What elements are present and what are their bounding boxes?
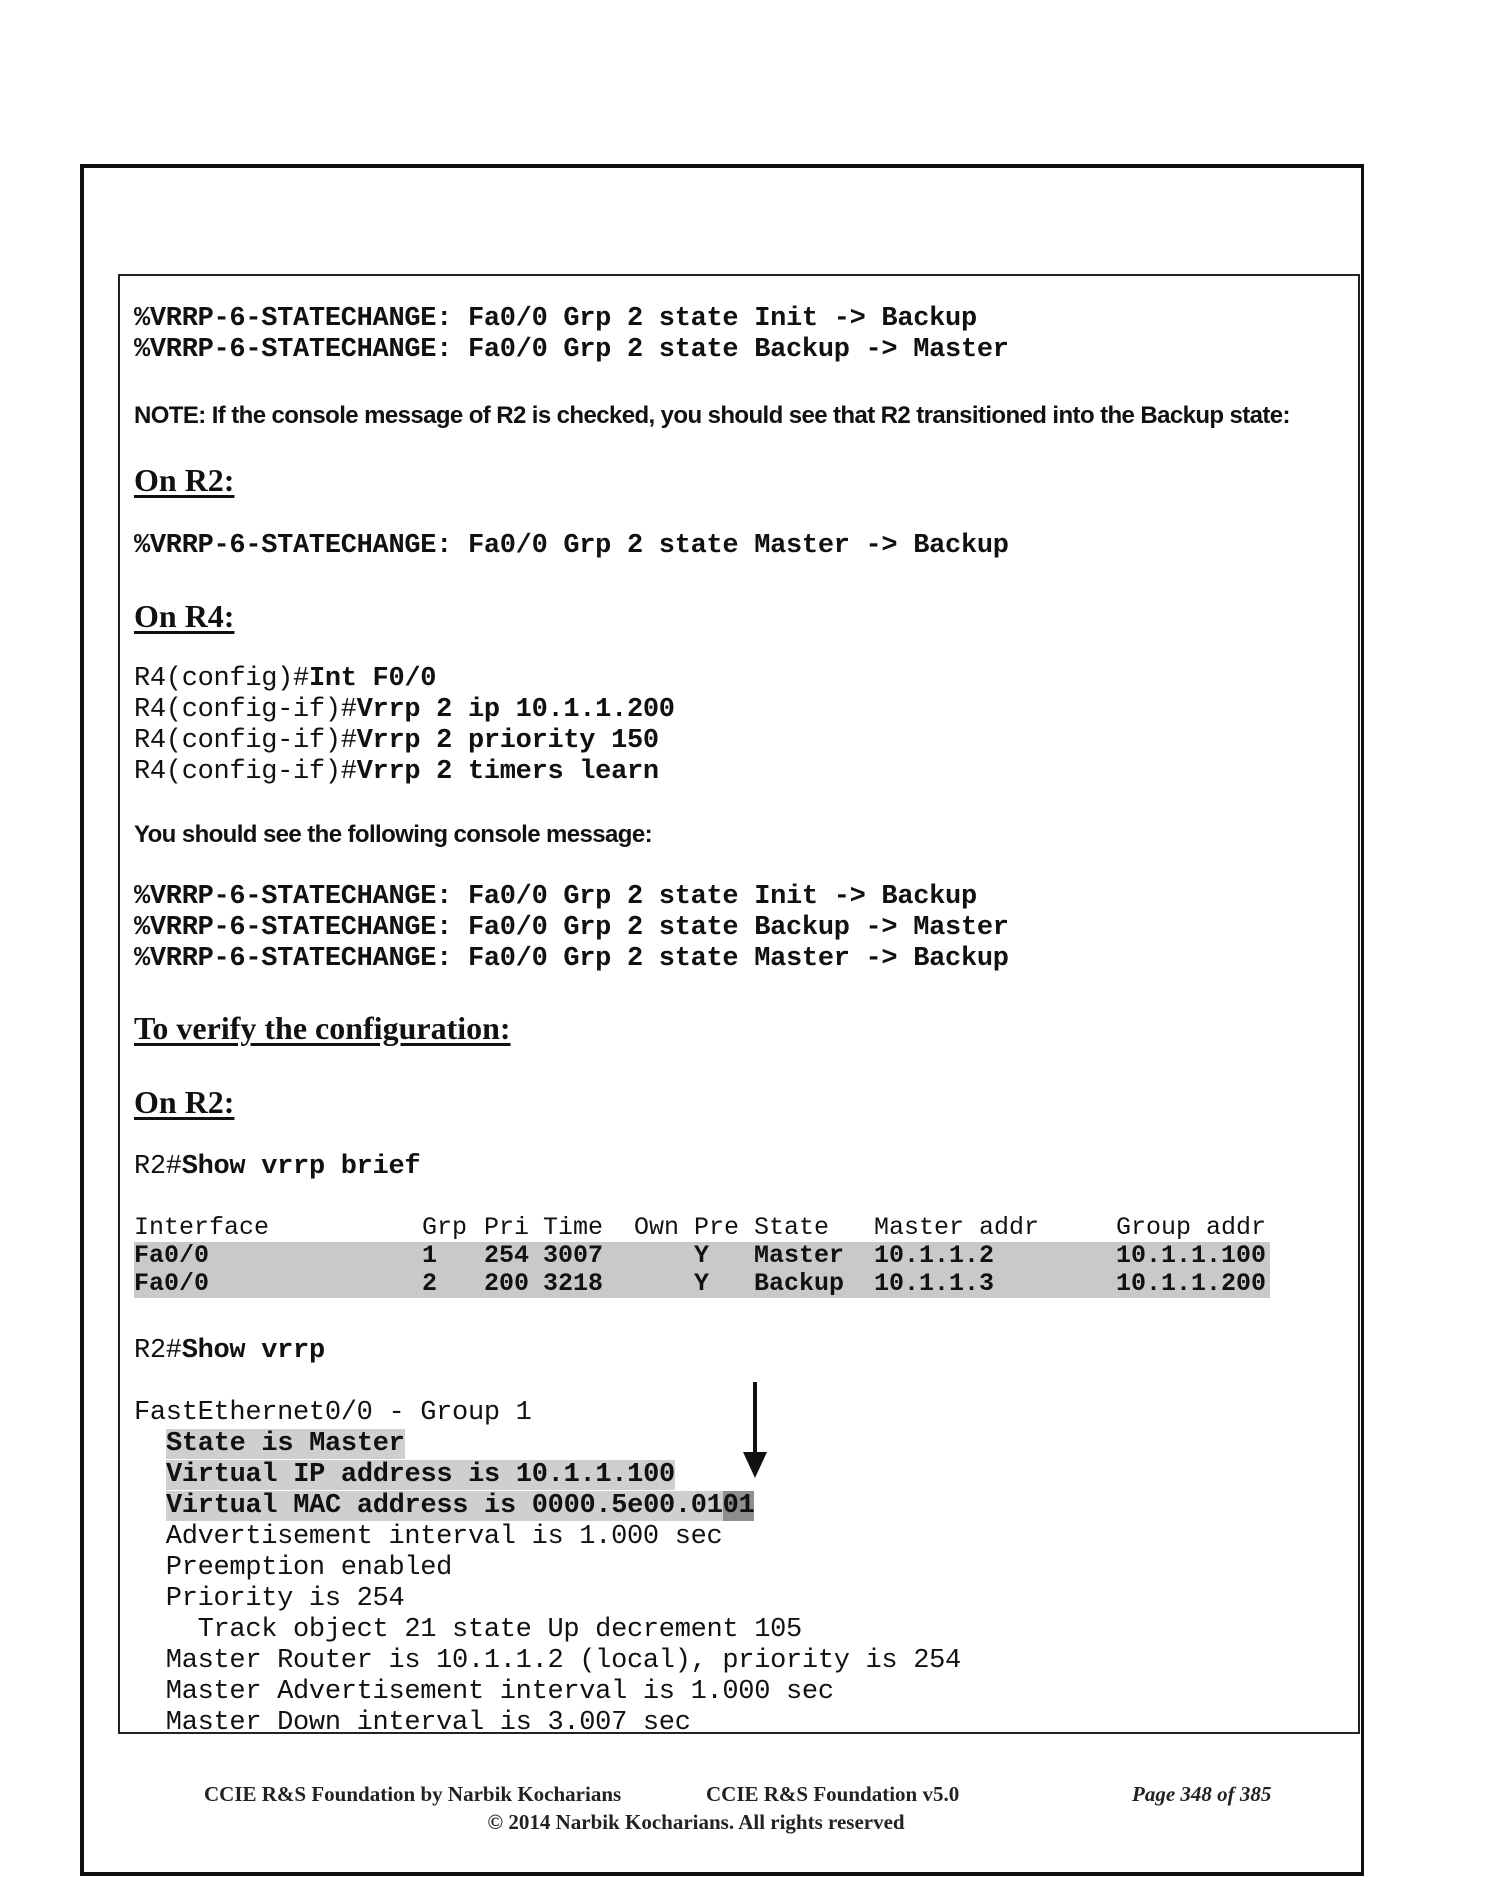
vrrp-group-line: FastEthernet0/0 - Group 1	[134, 1398, 532, 1428]
col-header: Group addr	[1116, 1213, 1267, 1242]
config-line	[134, 664, 436, 695]
col-header: Pre	[694, 1213, 740, 1242]
cell: 10.1.1.2	[874, 1241, 995, 1270]
col-header: Time	[543, 1213, 604, 1242]
cell: Fa0/0	[134, 1269, 210, 1298]
cell: Y	[694, 1241, 710, 1270]
mac-suffix-highlight: 01	[722, 1491, 755, 1521]
config-command: Vrrp 2 priority 150	[356, 726, 659, 756]
vrrp-detail-line: Advertisement interval is 1.000 sec	[134, 1522, 723, 1552]
cell: 10.1.1.3	[874, 1269, 995, 1298]
cell: 2	[422, 1269, 438, 1298]
log-line: %VRRP-6-STATECHANGE: Fa0/0 Grp 2 state Backup -> Master	[134, 913, 1009, 943]
cli-command: Show vrrp	[181, 1336, 325, 1366]
cli-prompt: R2#	[134, 1336, 182, 1366]
heading-verify: To verify the configuration:	[134, 1010, 511, 1046]
show-vrrp-command	[134, 1336, 325, 1367]
vrrp-detail-line: Master Router is 10.1.1.2 (local), priority is 254	[134, 1646, 961, 1676]
config-command: Vrrp 2 timers learn	[356, 757, 659, 787]
log-line: %VRRP-6-STATECHANGE: Fa0/0 Grp 2 state Backup -> Master	[134, 335, 1009, 365]
cell: 1	[422, 1241, 438, 1270]
note-r2-backup: NOTE: If the console message of R2 is checked, you should see that R2 transitioned into the Backup state:	[134, 402, 1290, 429]
vrrp-virtual-ip-line: Virtual IP address is 10.1.1.100	[166, 1460, 675, 1490]
log-line: %VRRP-6-STATECHANGE: Fa0/0 Grp 2 state Init -> Backup	[134, 304, 977, 334]
cell: 3218	[543, 1269, 604, 1298]
footer-book-title: CCIE R&S Foundation by Narbik Kocharians	[204, 1782, 622, 1806]
content-box	[118, 274, 1360, 1738]
cell: 10.1.1.200	[1116, 1269, 1267, 1298]
cli-command: Show vrrp brief	[181, 1152, 421, 1182]
cell: Master	[754, 1241, 845, 1270]
vrrp-brief-table	[134, 1214, 1270, 1298]
vrrp-detail-line: Master Down interval is 3.007 sec	[134, 1708, 691, 1738]
config-line	[134, 757, 659, 788]
col-header: Interface	[134, 1213, 270, 1242]
vrrp-state-line: State is Master	[166, 1429, 405, 1459]
col-header: State	[754, 1213, 830, 1242]
table-header	[134, 1214, 1270, 1242]
vrrp-virtual-mac-line: Virtual MAC address is 0000.5e00.0101	[166, 1491, 755, 1521]
col-header: Pri	[484, 1213, 530, 1242]
heading-on-r2-verify: On R2:	[134, 1084, 235, 1120]
heading-on-r4: On R4:	[134, 598, 235, 634]
cell: Fa0/0	[134, 1241, 210, 1270]
log-line: %VRRP-6-STATECHANGE: Fa0/0 Grp 2 state Master -> Backup	[134, 531, 1009, 561]
col-header: Master addr	[874, 1213, 1040, 1242]
table-row	[134, 1270, 1270, 1298]
cell: Y	[694, 1269, 710, 1298]
vrrp-detail-line: Priority is 254	[134, 1584, 405, 1614]
log-line: %VRRP-6-STATECHANGE: Fa0/0 Grp 2 state Init -> Backup	[134, 882, 977, 912]
config-command: Vrrp 2 ip 10.1.1.200	[356, 695, 675, 725]
cell: 3007	[543, 1241, 604, 1270]
vrrp-detail-line: Master Advertisement interval is 1.000 sec	[134, 1677, 834, 1707]
footer-version: CCIE R&S Foundation v5.0	[706, 1782, 960, 1806]
down-arrow-icon	[740, 1382, 770, 1478]
cell: 254	[484, 1241, 530, 1270]
note-console-message: You should see the following console message:	[134, 821, 652, 848]
cell: Backup	[754, 1269, 845, 1298]
heading-on-r2: On R2:	[134, 462, 235, 498]
vrrp-detail-line: Track object 21 state Up decrement 105	[134, 1615, 802, 1645]
config-prompt: R4(config)#	[134, 664, 309, 694]
config-prompt: R4(config-if)#	[134, 726, 357, 756]
show-brief-command	[134, 1152, 420, 1183]
config-line	[134, 726, 659, 757]
footer-page-number: Page 348 of 385	[1132, 1782, 1272, 1806]
config-line	[134, 695, 675, 726]
col-header: Grp	[422, 1213, 468, 1242]
col-header: Own	[634, 1213, 680, 1242]
footer-copyright: © 2014 Narbik Kocharians. All rights reserved	[487, 1810, 905, 1834]
table-row	[134, 1242, 1270, 1270]
cell: 10.1.1.100	[1116, 1241, 1267, 1270]
cli-prompt: R2#	[134, 1152, 182, 1182]
vrrp-detail-line: Preemption enabled	[134, 1553, 453, 1583]
config-prompt: R4(config-if)#	[134, 757, 357, 787]
log-line: %VRRP-6-STATECHANGE: Fa0/0 Grp 2 state Master -> Backup	[134, 944, 1009, 974]
config-prompt: R4(config-if)#	[134, 695, 357, 725]
config-command: Int F0/0	[308, 664, 437, 694]
cell: 200	[484, 1269, 530, 1298]
